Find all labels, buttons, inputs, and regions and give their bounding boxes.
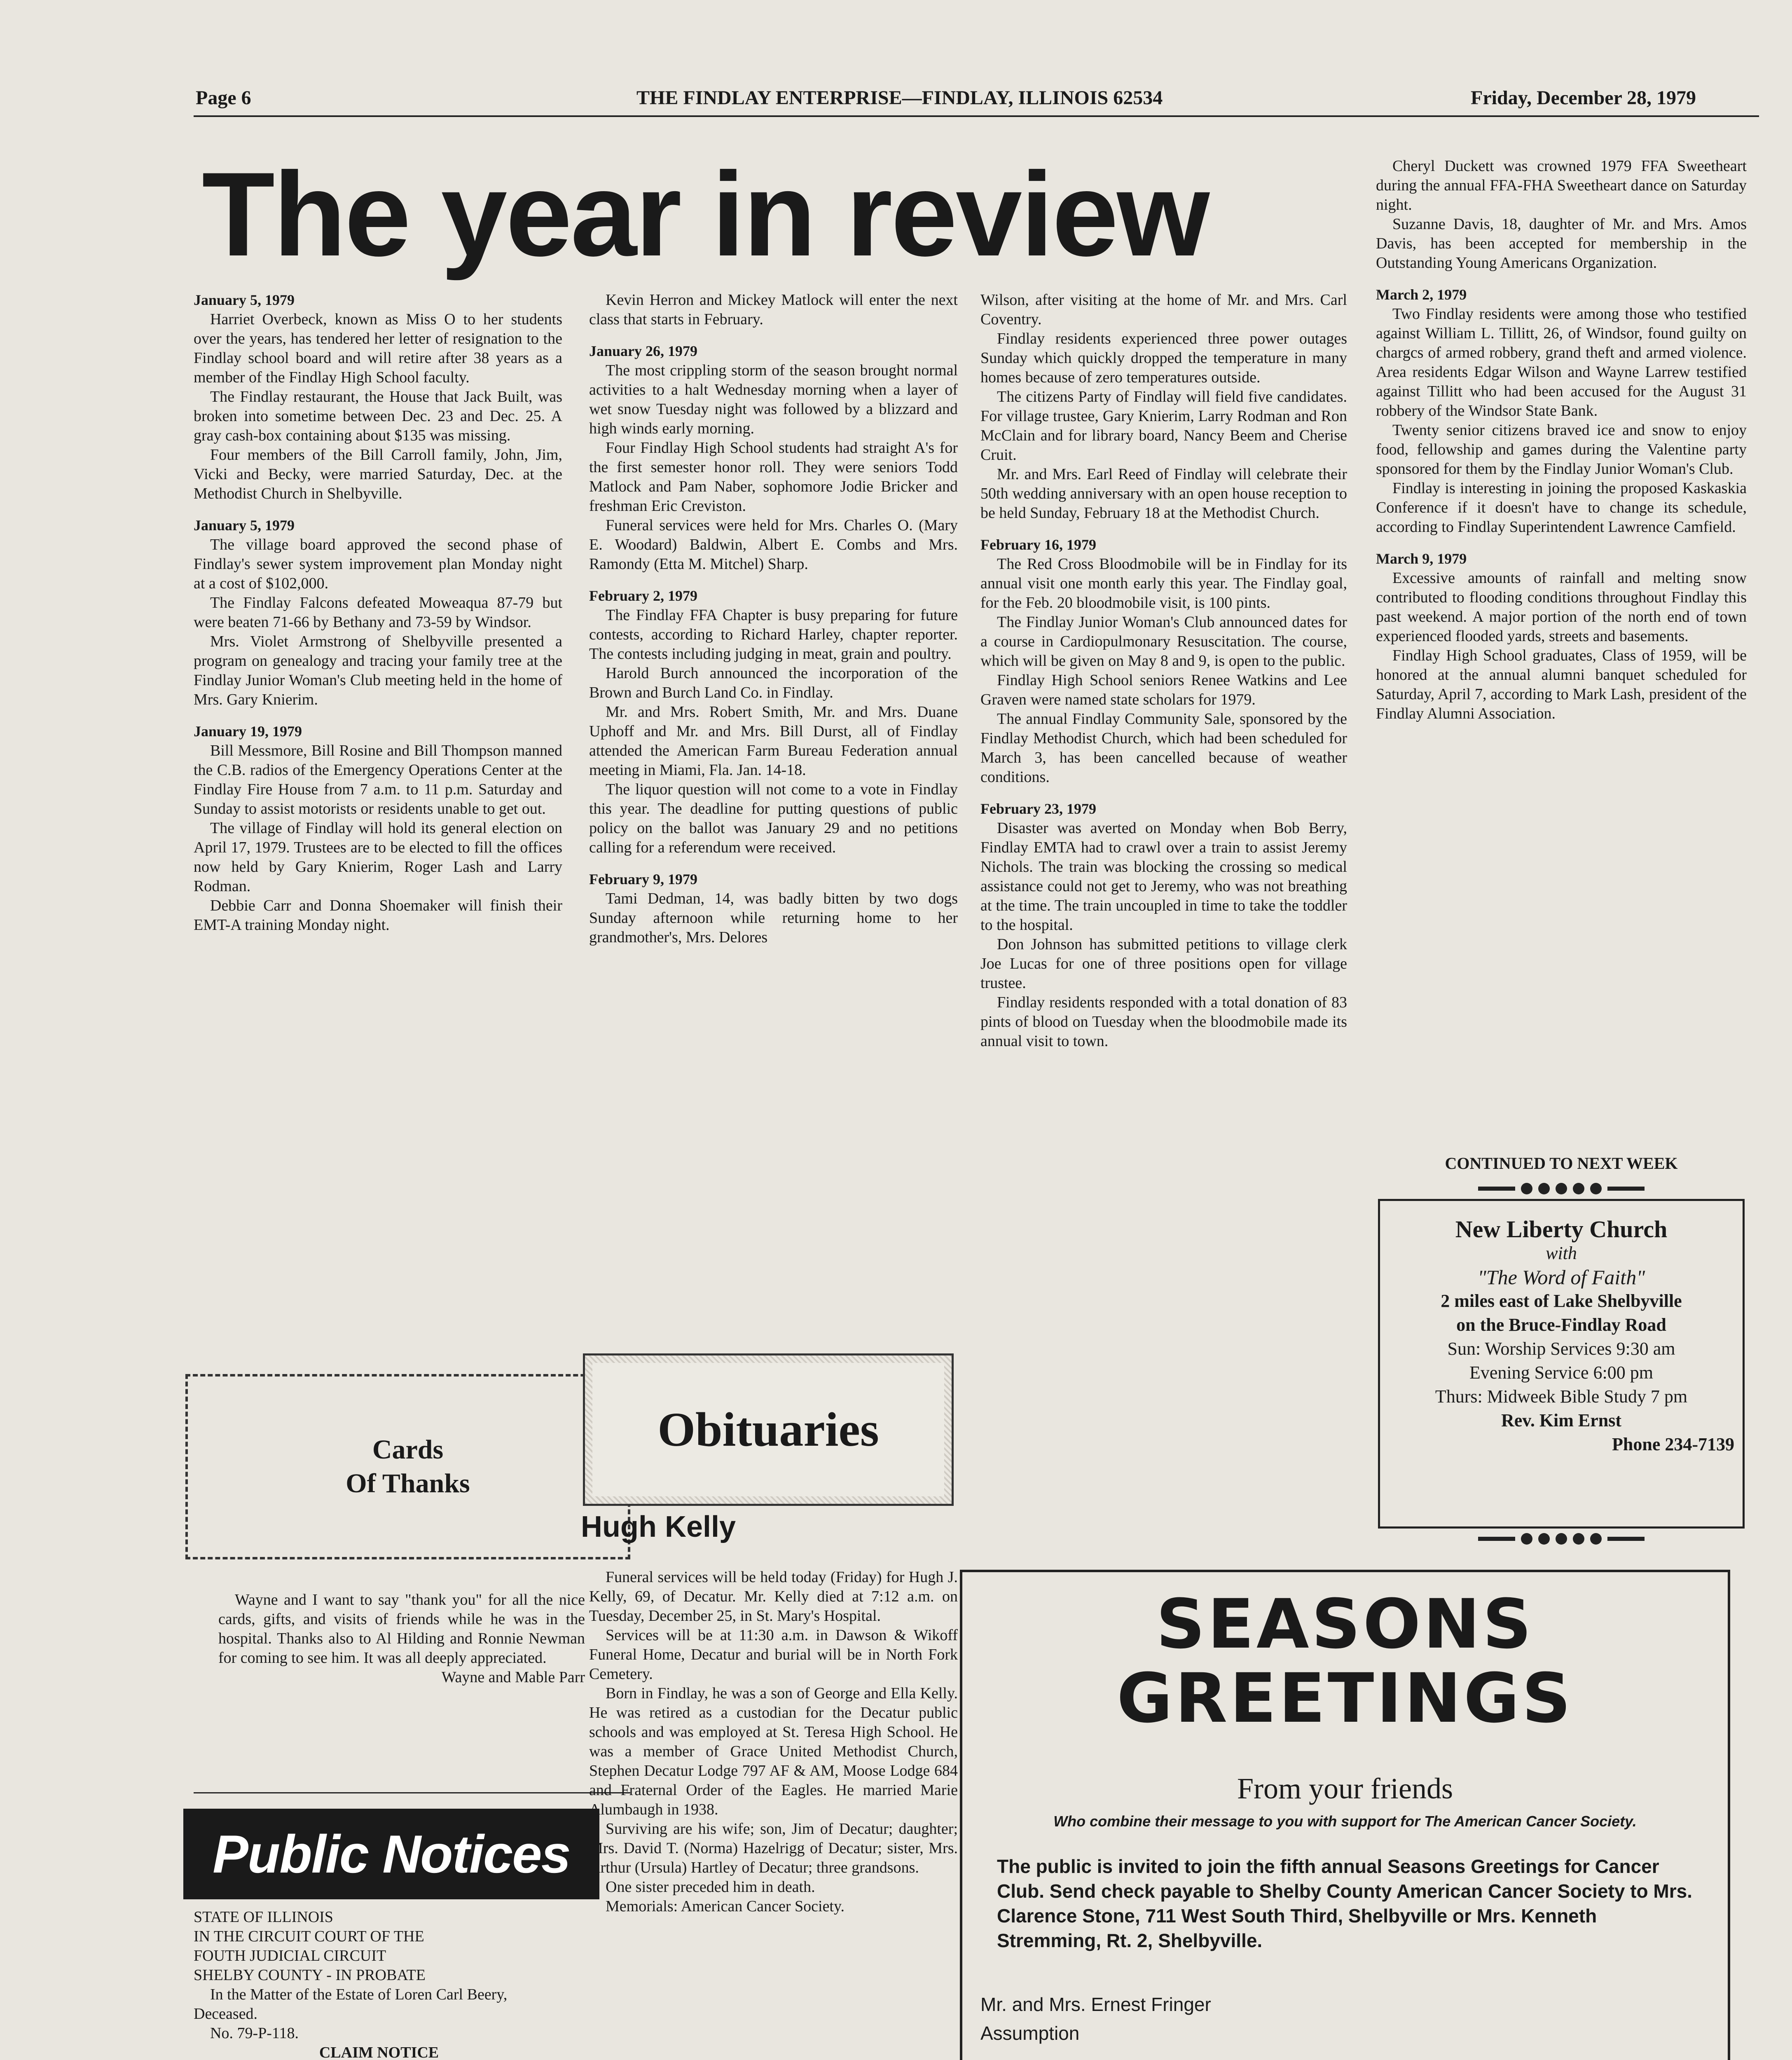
divider-bar: [1607, 1187, 1645, 1191]
column-2: [589, 290, 958, 947]
news-item: Kevin Herron and Mickey Matlock will enter the next class that starts in February.: [589, 291, 958, 328]
news-item: Bill Messmore, Bill Rosine and Bill Thompson manned the C.B. radios of the Emergency Operations Center at the Findlay Fire House from 7 a.m. to 11 p.m. Saturday and Sunday to assist motorists or residents unable to get out.: [194, 742, 562, 817]
cards-title-line: Of Thanks: [346, 1468, 470, 1498]
obituary-text: Funeral services will be held today (Friday) for Hugh J. Kelly, 69, of Decatur. Mr. Kelly died at 7:12 a.m. on Tuesday, December 25, in St. Mary's Hospital.: [589, 1568, 958, 1625]
public-notice: [194, 1908, 564, 2060]
divider-dot: [1556, 1533, 1567, 1545]
obituary-text: Services will be at 11:30 a.m. in Dawson & Wikoff Funeral Home, Decatur and burial will be in North Fork Cemetery.: [589, 1627, 958, 1683]
news-item: Mr. and Mrs. Robert Smith, Mr. and Mrs. Duane Uphoff and Mr. and Mrs. Bill Durst, all of Findlay attended the American Farm Bureau Federation annual meeting in Miami, Fla. Jan. 14-18.: [589, 703, 958, 779]
obituary-text: Born in Findlay, he was a son of George and Ella Kelly. He was retired as a custodian for the Decatur public schools and was employed at St. Teresa High School. He was a member of Grace United Methodist Church, Stephen Decatur Lodge 797 AF & AM, Moose Lodge 684 and Fraternal Order of the Eagles. He married Marie Alumbaugh in 1938.: [589, 1685, 958, 1818]
divider-dot: [1556, 1183, 1567, 1194]
news-item: The annual Findlay Community Sale, sponsored by the Findlay Methodist Church, which had been scheduled for March 3, has been cancelled because of weather conditions.: [980, 710, 1347, 786]
news-item: Findlay High School seniors Renee Watkins and Lee Graven were named state scholars for 1979.: [980, 672, 1347, 708]
cards-of-thanks-title: [346, 1433, 470, 1501]
greetings-title: GREETINGS: [1116, 1659, 1574, 1738]
cards-of-thanks-box: [185, 1374, 630, 1559]
news-item: Four members of the Bill Carroll family, John, Jim, Vicki and Becky, were married Saturday, Dec. at the Methodist Church in Shelbyville.: [194, 446, 562, 502]
divider-bar: [1607, 1537, 1645, 1541]
church-location: 2 miles east of Lake Shelbyville: [1441, 1291, 1682, 1311]
church-sunday: Sun: Worship Services 9:30 am: [1447, 1339, 1675, 1359]
church-motto: "The Word of Faith": [1477, 1266, 1645, 1289]
divider-dot: [1538, 1183, 1550, 1194]
church-evening: Evening Service 6:00 pm: [1469, 1362, 1653, 1383]
obituaries-banner-inner: [592, 1363, 944, 1496]
news-item: Findlay is interesting in joining the proposed Kaskaskia Conference if it doesn't have to change its schedule, according to Findlay Superintendent Lawrence Camfield.: [1376, 480, 1747, 536]
greeting-entry: [1331, 2056, 1565, 2060]
column-4: [1376, 157, 1747, 723]
news-item: The Findlay restaurant, the House that Jack Built, was broken into sometime between Dec. 23 and Dec. 25. A gray cash-box containing about $135 was missing.: [194, 388, 562, 444]
notice-heading: FOUTH JUDICIAL CIRCUIT: [194, 1947, 386, 1964]
column-3: [980, 290, 1347, 1051]
date-heading: February 2, 1979: [589, 588, 697, 604]
notice-matter: In the Matter of the Estate of Loren Carl Beery, Deceased.: [194, 1986, 508, 2023]
obituary-kelly: [589, 1568, 958, 1916]
obituary-text: Surviving are his wife; son, Jim of Decatur; daughter; Mrs. David T. (Norma) Hazelrigg of Decatur; sister, Mrs. Arthur (Ursula) Hartley of Decatur; three grandsons.: [589, 1820, 958, 1876]
greetings-list-left: [980, 1990, 1331, 2060]
church-ad-text: [1380, 1217, 1743, 1456]
news-item: The Red Cross Bloodmobile will be in Findlay for its annual visit one month early this year. The Findlay goal, for the Feb. 20 bloodmobile visit, is 100 pints.: [980, 555, 1347, 611]
news-item: Disaster was averted on Monday when Bob Berry, Findlay EMTA had to crawl over a train to assist Jeremy Nichols. The train was blocking the crossing so medical assistance could not get to Jeremy, who was not breathing at the time. The train uncoupled in time to take the toddler to the hospital.: [980, 819, 1347, 934]
from-your-friends: From your friends: [1237, 1772, 1453, 1805]
news-item: Findlay residents responded with a total donation of 83 pints of blood on Tuesday when the bloodmobile made its annual visit to town.: [980, 994, 1347, 1050]
news-item: Funeral services were held for Mrs. Charles O. (Mary E. Woodard) Baldwin, Albert E. Combs and Mrs. Ramondy (Etta M. Mitchel) Sharp.: [589, 517, 958, 573]
greeting-line: Mr. and Mrs. Ernest Fringer: [980, 1994, 1211, 2015]
masthead: THE FINDLAY ENTERPRISE—FINDLAY, ILLINOIS 62534: [636, 87, 1163, 109]
news-item: Excessive amounts of rainfall and melting snow contributed to flooding conditions throughout Findlay this past weekend. A major portion of the north end of town experienced flooded yards, streets and basements.: [1376, 569, 1747, 645]
divider-dot: [1521, 1533, 1532, 1545]
divider-dot: [1590, 1183, 1602, 1194]
obituaries-banner: [583, 1353, 954, 1506]
notice-heading: SHELBY COUNTY - IN PROBATE: [194, 1966, 426, 1984]
divider-bar: [1478, 1187, 1515, 1191]
church-with: with: [1546, 1243, 1577, 1263]
news-item: The Findlay FFA Chapter is busy preparing for future contests, according to Richard Harley, chapter reporter. The contests including judging in meat, grain and poultry.: [589, 606, 958, 662]
church-name: New Liberty Church: [1455, 1216, 1668, 1243]
public-notices-title: Public Notices: [213, 1824, 570, 1884]
news-item: Mr. and Mrs. Earl Reed of Findlay will celebrate their 50th wedding anniversary with an open house reception to be held Sunday, February 18 at the Methodist Church.: [980, 466, 1347, 522]
obituary-name: Hugh Kelly: [581, 1510, 736, 1543]
date-heading: March 9, 1979: [1376, 550, 1467, 567]
news-item: Harriet Overbeck, known as Miss O to her students over the years, has tendered her letter of resignation to the Findlay school board and will retire after 38 years as a member of the Findlay High School faculty.: [194, 311, 562, 386]
date-heading: March 2, 1979: [1376, 286, 1467, 303]
news-item: Wilson, after visiting at the home of Mr. and Mrs. Carl Coventry.: [980, 291, 1347, 328]
divider-dot: [1521, 1183, 1532, 1194]
news-item: The Findlay Junior Woman's Club announced dates for a course in Cardiopulmonary Resuscitation. The course, which will be given on May 8 and 9, is open to the public.: [980, 613, 1347, 670]
issue-date: Friday, December 28, 1979: [1471, 87, 1696, 109]
church-thursday: Thurs: Midweek Bible Study 7 pm: [1435, 1386, 1688, 1407]
news-item: Harold Burch announced the incorporation of the Brown and Burch Land Co. in Findlay.: [589, 665, 958, 701]
greeting-line: [1331, 2056, 1565, 2060]
thanks-message: Wayne and I want to say "thank you" for all the nice cards, gifts, and visits of friends while he was in the hospital. Thanks also to Al Hilding and Ronnie Newman for coming to see him. It was all deeply appreciated.: [218, 1591, 585, 1667]
obituary-text: Memorials: American Cancer Society.: [606, 1898, 845, 1915]
greeting-entry: [980, 1990, 1211, 2048]
news-item: Findlay residents experienced three power outages Sunday which quickly dropped the temperature in many homes because of zero temperatures outside.: [980, 330, 1347, 386]
section-rule: [194, 1792, 630, 1793]
obituaries-title: Obituaries: [657, 1402, 879, 1456]
divider-dot: [1590, 1533, 1602, 1545]
news-item: The village of Findlay will hold its general election on April 17, 1979. Trustees are to be elected to fill the offices now held by Gary Knierim, Roger Lash and Larry Rodman.: [194, 819, 562, 895]
greetings-list-right: [1331, 2056, 1722, 2060]
date-heading: February 9, 1979: [589, 871, 697, 887]
date-heading: February 23, 1979: [980, 801, 1096, 817]
greeting-line: Assumption: [980, 2023, 1080, 2044]
news-item: Findlay High School graduates, Class of 1959, will be honored at the annual alumni banquet scheduled for Saturday, April 7, according to Mark Lash, president of the Findlay Alumni Association.: [1376, 647, 1747, 722]
divider-dot: [1573, 1533, 1584, 1545]
seasons-invitation: The public is invited to join the fifth annual Seasons Greetings for Cancer Club. Send check payable to Shelby County American Cancer Society to Mrs. Clarence Stone, 711 West South Third, Shelbyville or Mrs. Kenneth Stremming, Rt. 2, Shelbyville.: [997, 1856, 1692, 1951]
news-item: The village board approved the second phase of Findlay's sewer system improvement plan Monday night at a cost of $102,000.: [194, 536, 562, 592]
date-heading: January 19, 1979: [194, 723, 302, 740]
continued-note: CONTINUED TO NEXT WEEK: [1445, 1154, 1678, 1173]
news-item: Mrs. Violet Armstrong of Shelbyville presented a program on genealogy and tracing your family tree at the Findlay Junior Woman's Club meeting held in the home of Mrs. Gary Knierim.: [194, 633, 562, 708]
header-rule: [194, 115, 1759, 117]
thanks-signature: Wayne and Mable Parr: [441, 1669, 585, 1686]
news-item: The most crippling storm of the season brought normal activities to a halt Wednesday morning when a layer of wet snow Tuesday night was followed by a blizzard and high winds early morning.: [589, 362, 958, 437]
notice-heading: STATE OF ILLINOIS: [194, 1908, 333, 1926]
seasons-title: SEASONS: [1156, 1585, 1534, 1664]
news-item: Don Johnson has submitted petitions to village clerk Joe Lucas for one of three positions open for village trustee.: [980, 936, 1347, 992]
date-heading: January 5, 1979: [194, 292, 295, 308]
obituary-text: One sister preceded him in death.: [606, 1878, 815, 1896]
church-divider-top: [1376, 1180, 1747, 1197]
notice-number: No. 79-P-118.: [210, 2025, 299, 2042]
news-item: The Findlay Falcons defeated Moweaqua 87-79 but were beaten 71-66 by Bethany and 73-59 by Windsor.: [194, 594, 562, 631]
news-item: The citizens Party of Findlay will field five candidates. For village trustee, Gary Knierim, Larry Rodman and Ron McClain and for library board, Nancy Beem and Cherise Cruit.: [980, 388, 1347, 464]
divider-dot: [1573, 1183, 1584, 1194]
seasons-subtitle: Who combine their message to you with support for The American Cancer Society.: [1053, 1813, 1637, 1830]
divider-dot: [1538, 1533, 1550, 1545]
church-divider-bottom: [1376, 1531, 1747, 1547]
claim-notice-title: CLAIM NOTICE: [319, 2044, 439, 2060]
news-item: Twenty senior citizens braved ice and snow to enjoy food, fellowship and games during the Valentine party sponsored for them by the Findlay Junior Woman's Club.: [1376, 421, 1747, 478]
headline: The year in review: [202, 147, 1208, 281]
divider-bar: [1478, 1537, 1515, 1541]
cards-title-line: Cards: [372, 1435, 444, 1465]
page-number: Page 6: [196, 87, 251, 109]
news-item: Tami Dedman, 14, was badly bitten by two dogs Sunday afternoon while returning home to her grandmother's, Mrs. Delores: [589, 890, 958, 946]
public-notices-banner: [183, 1809, 599, 1899]
news-item: Cheryl Duckett was crowned 1979 FFA Sweetheart during the annual FFA-FHA Sweetheart dance on Saturday night.: [1376, 157, 1747, 213]
date-heading: January 5, 1979: [194, 517, 295, 534]
church-pastor: Rev. Kim Ernst: [1501, 1410, 1622, 1430]
date-heading: February 16, 1979: [980, 536, 1096, 553]
news-item: The liquor question will not come to a vote in Findlay this year. The deadline for putting questions of public policy on the ballot was January 29 and no petitions calling for a referendum were received.: [589, 781, 958, 856]
news-item: Four Findlay High School students had straight A's for the first semester honor roll. They were seniors Todd Matlock and Pam Naber, sophomore Jodie Bricker and freshman Eric Creviston.: [589, 439, 958, 515]
church-phone: Phone 234-7139: [1612, 1434, 1734, 1454]
notice-heading: IN THE CIRCUIT COURT OF THE: [194, 1928, 424, 1945]
church-location: on the Bruce-Findlay Road: [1456, 1315, 1666, 1335]
church-ad: [1378, 1199, 1745, 1529]
date-heading: January 26, 1979: [589, 343, 698, 359]
cards-of-thanks-text: [218, 1590, 585, 1687]
news-item: Suzanne Davis, 18, daughter of Mr. and Mrs. Amos Davis, has been accepted for membership in the Outstanding Young Americans Organization.: [1376, 215, 1747, 272]
column-1: [194, 290, 562, 935]
news-item: Debbie Carr and Donna Shoemaker will finish their EMT-A training Monday night.: [194, 897, 562, 934]
news-item: Two Findlay residents were among those who testified against William L. Tillitt, 26, of Windsor, found guilty on chargcs of armed robbery, grand theft and armed violence. Area residents Edgar Wilson and Wayne Larrew testified against Tillitt who had been accused for the August 31 robbery of the Windsor State Bank.: [1376, 305, 1747, 419]
